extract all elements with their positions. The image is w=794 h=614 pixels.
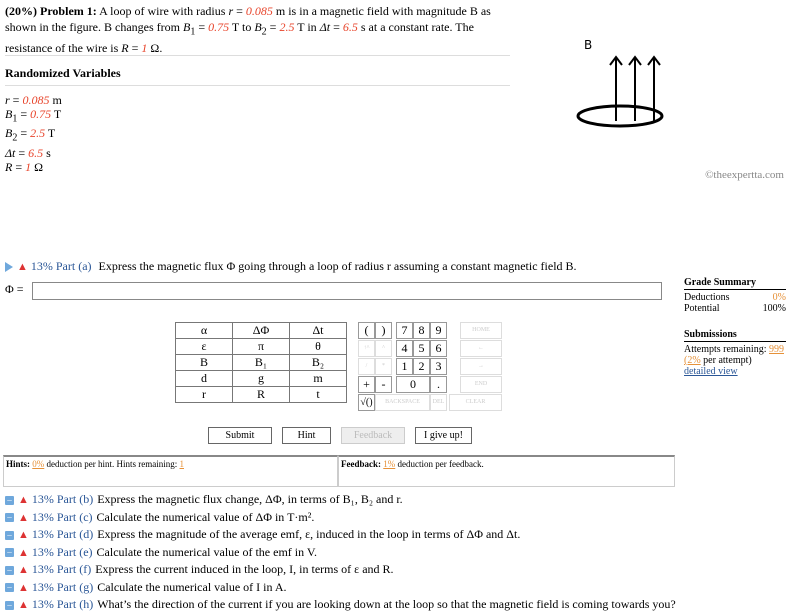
symbol-key[interactable]: t [290,387,347,403]
part-a-text: Express the magnetic flux Φ going through a loop of radius r assuming a constant magnetic field B. [98,259,577,273]
b2-value: 2.5 [279,20,295,34]
symbol-key[interactable]: Δt [290,323,347,339]
part-label: 13% Part (h) [31,597,94,611]
b1-value: 0.75 [208,20,230,34]
part-item[interactable] [5,509,676,527]
symbol-key[interactable]: m [290,371,347,387]
potential-label: Potential [684,303,720,314]
divider [684,289,786,290]
deductions-value: 0% [772,292,786,303]
var-symbol: R [5,159,13,174]
wire-loop [578,106,662,126]
warning-icon: ▲ [18,546,29,559]
part-a-label: 13% Part (a) [30,259,92,273]
answer-input[interactable] [32,282,662,300]
randomized-row [5,93,62,107]
symbol-key[interactable]: g [233,371,290,387]
symbol-key[interactable]: α [176,323,233,339]
per-attempt-pct: (2% [684,355,701,366]
key-del[interactable]: DEL [430,394,447,411]
hints-text: deduction per hint. Hints remaining: [44,459,180,469]
deductions-row [684,292,786,303]
var-value: 1 [25,159,32,174]
feedback-box [338,455,675,487]
key-paren-open[interactable]: ( [358,322,375,339]
attempts-row [684,344,786,355]
grade-title: Grade Summary [684,277,756,288]
collapse-icon[interactable]: – [5,531,14,540]
part-item[interactable] [5,561,676,579]
key-0[interactable]: 0 [396,376,430,393]
part-a-header[interactable] [5,259,577,274]
key-multiply[interactable]: * [375,358,392,375]
problem-text: m is in a magnetic field with magnitude B as shown in the figure. B changes from [5,4,491,34]
symbol-key[interactable]: R [233,387,290,403]
part-item[interactable] [5,579,676,597]
b2-sub: 2 [261,26,267,38]
equals: = [12,159,26,174]
equals: = [195,20,209,34]
potential-row [684,303,786,314]
randomized-row [5,107,62,126]
warning-icon: ▲ [18,581,29,594]
symbol-key[interactable]: d [176,371,233,387]
b1-sub: 1 [190,26,196,38]
watermark: ©theexpertta.com [705,169,784,181]
part-text: Express the magnitude of the average emf, ε, induced in the loop in terms of ΔΦ and Δt. [97,527,521,541]
key-4[interactable]: 4 [396,340,413,357]
attempts-label: Attempts remaining: [684,344,769,355]
part-text: Calculate the numerical value of I in A. [97,579,287,594]
part-item[interactable] [5,544,676,562]
attempts-value: 999 [769,344,784,355]
key-6[interactable]: 6 [430,340,447,357]
symbol-key[interactable]: π [233,339,290,355]
problem-text: s at a constant rate. The resistance of the wire is [5,20,474,56]
symbol-key[interactable]: r [176,387,233,403]
divider [684,341,786,342]
var-value: 2.5 [30,126,46,141]
var-symbol: B [5,126,13,141]
var-unit: s [43,145,51,160]
symbol-row [176,387,347,403]
r-value: 0.085 [245,4,273,18]
feedback-text: deduction per feedback. [395,459,484,469]
part-item[interactable] [5,596,676,614]
warning-icon: ▲ [18,564,29,576]
hints-pct: 0% [32,459,45,469]
submit-button[interactable]: Submit [208,427,272,444]
symbol-row [176,339,347,355]
key-end[interactable]: END [460,376,502,393]
hints-label: Hints: [6,459,31,469]
part-label: 13% Part (b) [31,492,94,506]
key-8[interactable]: 8 [413,322,430,339]
per-attempt-text: per attempt) [700,355,752,366]
var-sub: 2 [12,132,18,144]
randomized-row [5,146,62,160]
equals: = [330,20,343,34]
detailed-view-link[interactable]: detailed view [684,366,738,377]
dt-value: 6.5 [342,20,358,34]
key-1[interactable]: 1 [396,358,413,375]
problem-text: T in [294,20,320,34]
symbol-key[interactable]: B₁ [233,355,290,371]
key-2[interactable]: 2 [413,358,430,375]
key-backspace[interactable]: BACKSPACE [375,394,430,411]
key-divide[interactable]: / [358,358,375,375]
hints-box [3,455,338,487]
R-value: 1 [141,41,148,56]
key-power[interactable]: ↑^ [358,340,375,357]
divider [5,85,510,86]
parts-list [5,491,676,614]
problem-text: A loop of wire with radius [99,4,229,18]
var-value: 0.085 [22,93,50,107]
collapse-icon[interactable]: – [5,548,14,557]
key-9[interactable]: 9 [430,322,447,339]
part-label: 13% Part (f) [31,562,92,576]
give-up-button[interactable]: I give up! [415,427,472,444]
part-text: Calculate the numerical value of the emf in V. [96,544,318,559]
var-unit: T [51,107,62,121]
key-right[interactable]: → [460,358,502,375]
key-5[interactable]: 5 [413,340,430,357]
b2-symbol: B [254,20,262,34]
dt-symbol: Δt [319,20,331,34]
r-symbol: r [228,4,234,18]
var-symbol: B [5,107,13,121]
collapse-icon[interactable]: – [5,513,14,522]
symbol-key[interactable]: ΔΦ [233,323,290,339]
key-clear[interactable]: CLEAR [449,394,502,411]
collapse-icon[interactable]: – [5,583,14,592]
part-item[interactable] [5,491,676,509]
key-caret[interactable]: ^ [375,340,392,357]
randomized-list [5,93,62,174]
keypad [358,322,508,412]
expand-arrow-icon[interactable] [5,262,13,272]
problem-text: Ω. [147,41,163,56]
equals: = [15,145,29,160]
symbol-key[interactable]: B₂ [290,355,347,371]
randomized-row [5,160,62,174]
b1-symbol: B [182,20,191,34]
symbol-row [176,371,347,387]
symbol-key[interactable]: B [176,355,233,371]
equals: = [128,41,142,56]
var-unit: T [45,126,56,141]
key-paren-close[interactable]: ) [375,322,392,339]
randomized-title: Randomized Variables [5,66,121,80]
warning-icon: ▲ [18,599,29,611]
magnetic-field-figure [570,35,670,135]
per-attempt-row [684,355,786,366]
key-left[interactable]: ← [460,340,502,357]
submissions-title: Submissions [684,329,737,340]
part-item[interactable] [5,526,676,544]
var-symbol: r [5,93,10,107]
problem-statement [5,3,510,56]
deductions-label: Deductions [684,292,730,303]
equals: = [266,20,280,34]
warning-icon: ▲ [18,529,29,541]
part-label: 13% Part (d) [31,527,94,541]
equals: = [233,4,246,18]
hint-button[interactable]: Hint [282,427,331,444]
symbol-row [176,323,347,339]
var-symbol: Δt [5,145,16,160]
key-home[interactable]: HOME [460,322,502,339]
warning-icon: ▲ [17,261,28,273]
feedback-pct: 1% [383,459,396,469]
var-unit: Ω [31,159,44,174]
part-label: 13% Part (g) [31,579,94,594]
part-text: Calculate the numerical value of ΔΦ in T·m². [96,509,315,524]
randomized-row [5,126,62,145]
key-7[interactable]: 7 [396,322,413,339]
figure-label: B [584,38,593,52]
symbol-table [175,322,347,403]
problem-text: T to [229,20,255,34]
feedback-label: Feedback: [341,459,381,469]
feedback-button[interactable]: Feedback [341,427,405,444]
part-label: 13% Part (c) [31,509,93,524]
answer-label: Φ = [5,282,24,296]
part-text: What’s the direction of the current if you are looking down at the loop so that the magnetic field is coming towards you? [97,597,676,611]
part-text: Express the magnetic flux change, ΔΦ, in terms of B₁, B₂ and r. [97,492,403,506]
R-symbol: R [121,41,129,56]
key-dot[interactable]: . [430,376,447,393]
warning-icon: ▲ [18,511,29,524]
equals: = [9,93,23,107]
equals: = [17,126,31,141]
part-label: 13% Part (e) [31,544,93,559]
grade-summary [684,277,786,377]
symbol-row [176,355,347,371]
var-sub: 1 [12,113,18,125]
key-plus[interactable]: + [358,376,375,393]
warning-icon: ▲ [18,494,29,506]
collapse-icon[interactable]: – [5,496,14,505]
part-text: Express the current induced in the loop, I, in terms of ε and R. [95,562,394,576]
field-arrows-icon [610,57,660,121]
equals: = [17,107,31,121]
var-unit: m [49,93,62,107]
collapse-icon[interactable]: – [5,566,14,575]
problem-header: (20%) Problem 1: [5,4,97,18]
key-minus[interactable]: - [375,376,392,393]
divider [5,55,510,56]
var-value: 0.75 [30,107,52,121]
symbol-key[interactable]: ε [176,339,233,355]
hints-remaining: 1 [179,459,184,469]
collapse-icon[interactable]: – [5,601,14,610]
key-sqrt[interactable]: √() [358,394,375,411]
potential-value: 100% [762,303,786,314]
var-value: 6.5 [28,145,44,160]
symbol-key[interactable]: θ [290,339,347,355]
key-3[interactable]: 3 [430,358,447,375]
